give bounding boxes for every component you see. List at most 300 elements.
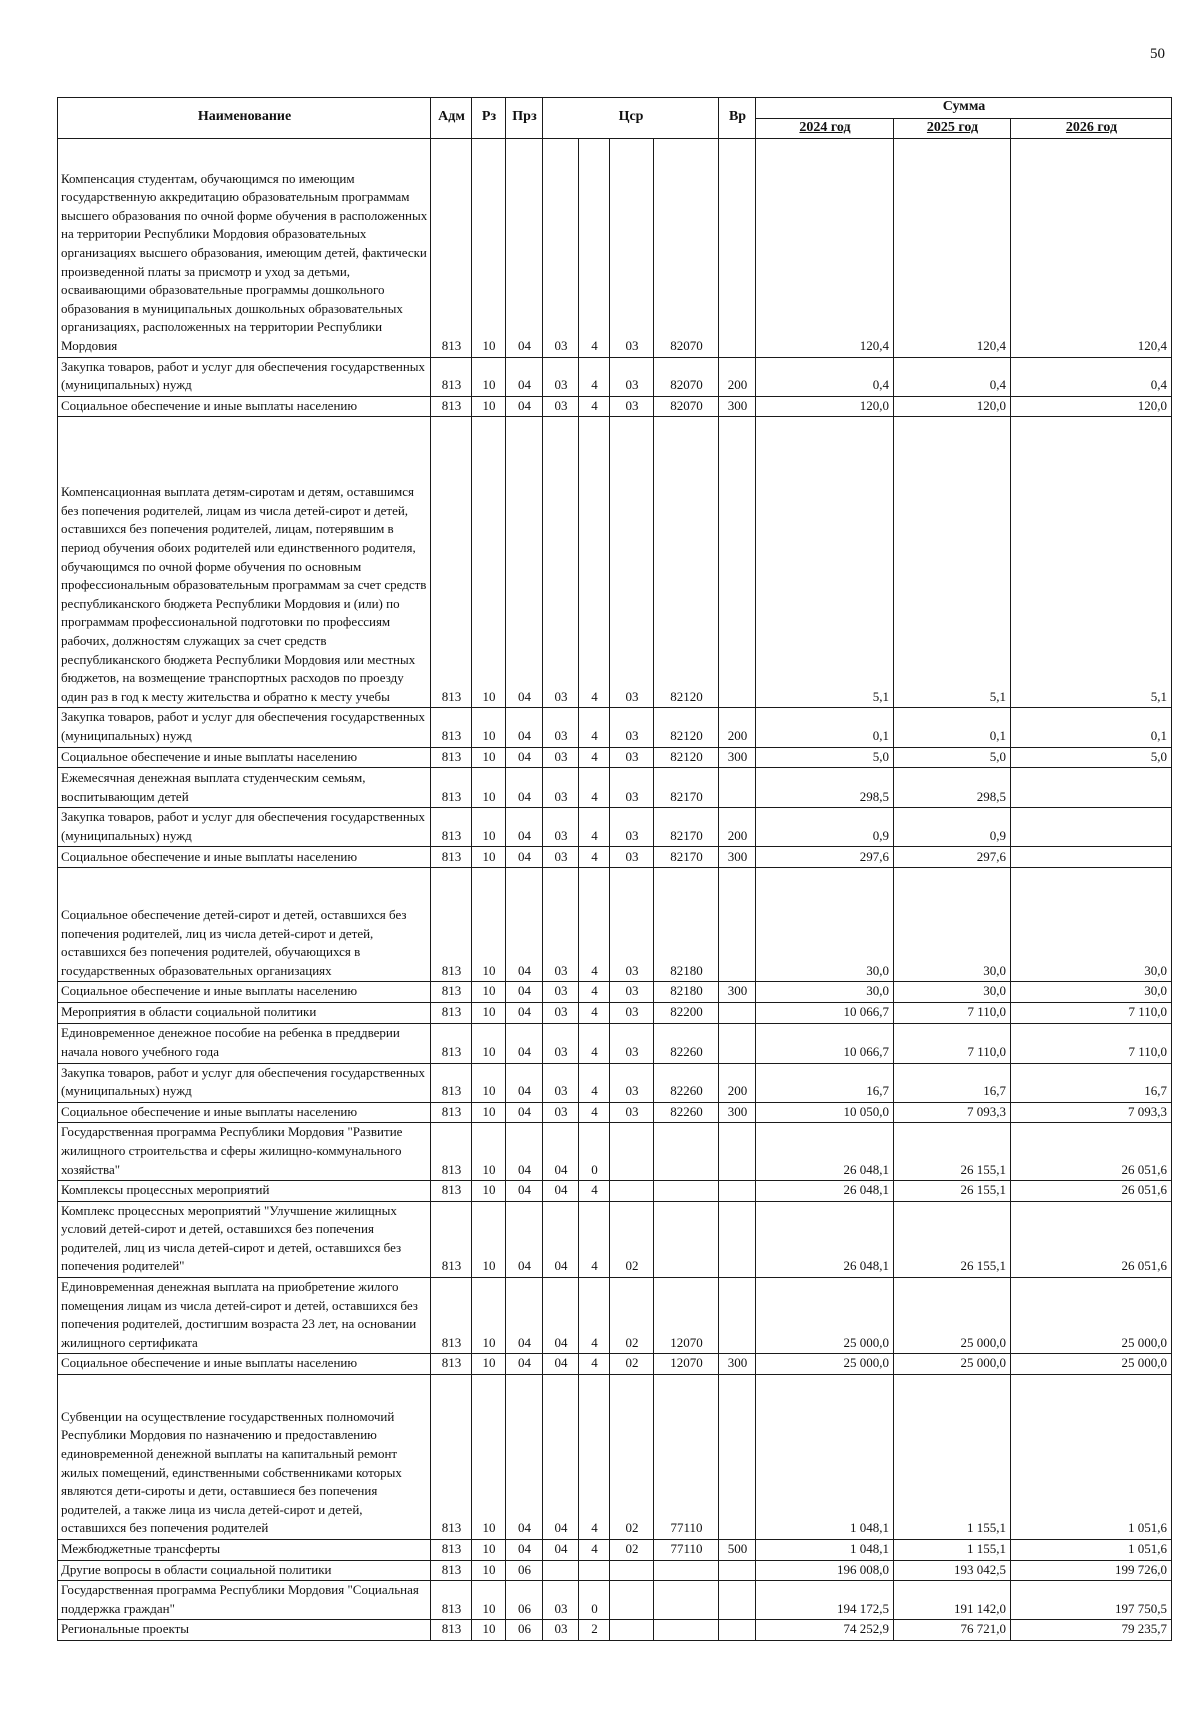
row-sum-2024: 26 048,1 bbox=[756, 1123, 894, 1181]
row-rz: 10 bbox=[472, 1581, 506, 1620]
row-rz: 10 bbox=[472, 1181, 506, 1202]
row-csr-complex: 03 bbox=[610, 1102, 654, 1123]
row-prz: 04 bbox=[506, 1002, 543, 1023]
row-csr-direction: 77110 bbox=[654, 1540, 719, 1561]
row-csr-program: 03 bbox=[543, 138, 579, 357]
row-sum-2025: 26 155,1 bbox=[894, 1201, 1011, 1277]
row-vr bbox=[719, 1002, 756, 1023]
row-rz: 10 bbox=[472, 1354, 506, 1375]
row-csr-complex bbox=[610, 1560, 654, 1581]
row-rz: 10 bbox=[472, 1375, 506, 1540]
row-csr-type: 4 bbox=[579, 1002, 610, 1023]
row-csr-program: 03 bbox=[543, 708, 579, 747]
row-csr-direction: 12070 bbox=[654, 1278, 719, 1354]
row-rz: 10 bbox=[472, 1063, 506, 1102]
row-rz: 10 bbox=[472, 1620, 506, 1641]
row-sum-2024: 30,0 bbox=[756, 868, 894, 982]
row-csr-complex: 02 bbox=[610, 1375, 654, 1540]
row-adm: 813 bbox=[431, 868, 472, 982]
row-csr-complex: 02 bbox=[610, 1354, 654, 1375]
row-vr: 300 bbox=[719, 747, 756, 768]
row-vr bbox=[719, 138, 756, 357]
row-csr-program: 03 bbox=[543, 1581, 579, 1620]
row-prz: 04 bbox=[506, 417, 543, 708]
row-csr-type: 4 bbox=[579, 1023, 610, 1063]
row-name: Субвенции на осуществление государственных полномочий Республики Мордовия по назначению и предоставлению единовременной денежной выплаты на капитальный ремонт жилых помещений, единственными собственниками которых являются дети-сироты и дети, оставшиеся без попечения родителей, а также лица из числа детей-сирот и детей, оставшихся без попечения родителей bbox=[58, 1375, 431, 1540]
row-sum-2025: 30,0 bbox=[894, 868, 1011, 982]
row-csr-complex: 03 bbox=[610, 396, 654, 417]
row-sum-2026: 26 051,6 bbox=[1011, 1123, 1172, 1181]
row-adm: 813 bbox=[431, 1063, 472, 1102]
row-prz: 04 bbox=[506, 1181, 543, 1202]
row-prz: 04 bbox=[506, 868, 543, 982]
row-vr: 300 bbox=[719, 1102, 756, 1123]
row-sum-2024: 25 000,0 bbox=[756, 1278, 894, 1354]
header-2025: 2025 год bbox=[894, 118, 1011, 138]
row-csr-program: 03 bbox=[543, 1023, 579, 1063]
table-row bbox=[58, 1354, 1172, 1375]
row-prz: 04 bbox=[506, 1123, 543, 1181]
row-sum-2025: 1 155,1 bbox=[894, 1375, 1011, 1540]
header-2024: 2024 год bbox=[756, 118, 894, 138]
header-rz: Рз bbox=[472, 98, 506, 139]
row-csr-program: 04 bbox=[543, 1540, 579, 1561]
row-csr-direction: 82120 bbox=[654, 747, 719, 768]
header-csr: Цср bbox=[543, 98, 719, 139]
row-csr-direction: 82120 bbox=[654, 417, 719, 708]
row-rz: 10 bbox=[472, 1201, 506, 1277]
row-sum-2026: 30,0 bbox=[1011, 982, 1172, 1003]
row-sum-2025: 25 000,0 bbox=[894, 1354, 1011, 1375]
row-sum-2025: 191 142,0 bbox=[894, 1581, 1011, 1620]
row-sum-2026: 5,0 bbox=[1011, 747, 1172, 768]
row-csr-program: 04 bbox=[543, 1181, 579, 1202]
row-sum-2026: 16,7 bbox=[1011, 1063, 1172, 1102]
row-sum-2025: 7 110,0 bbox=[894, 1023, 1011, 1063]
row-adm: 813 bbox=[431, 1278, 472, 1354]
row-csr-program: 04 bbox=[543, 1123, 579, 1181]
row-sum-2026: 120,0 bbox=[1011, 396, 1172, 417]
row-sum-2025: 298,5 bbox=[894, 768, 1011, 808]
row-csr-complex: 03 bbox=[610, 768, 654, 808]
row-rz: 10 bbox=[472, 138, 506, 357]
row-adm: 813 bbox=[431, 417, 472, 708]
row-vr bbox=[719, 417, 756, 708]
row-adm: 813 bbox=[431, 1102, 472, 1123]
row-prz: 06 bbox=[506, 1560, 543, 1581]
row-adm: 813 bbox=[431, 768, 472, 808]
row-name: Закупка товаров, работ и услуг для обеспечения государственных (муниципальных) нужд bbox=[58, 708, 431, 747]
row-sum-2024: 10 066,7 bbox=[756, 1002, 894, 1023]
row-csr-program: 03 bbox=[543, 1002, 579, 1023]
row-sum-2024: 1 048,1 bbox=[756, 1540, 894, 1561]
row-sum-2026: 26 051,6 bbox=[1011, 1181, 1172, 1202]
row-sum-2025: 1 155,1 bbox=[894, 1540, 1011, 1561]
row-csr-direction: 82180 bbox=[654, 868, 719, 982]
row-name: Компенсационная выплата детям-сиротам и детям, оставшимся без попечения родителей, лицам из числа детей-сирот и детей, оставшихся без попечения родителей, лицам, потерявшим в период обучения обоих родителей или единственного родителя, обучающимся по очной форме обучения по основным профессиональным образовательным программам за счет средств республиканского бюджета Республики Мордовия и (или) по программам профессиональной подготовки по профессиям рабочих, должностям служащих за счет средств республиканского бюджета Республики Мордовия или местных бюджетов, на возмещение транспортных расходов по проезду один раз в год к месту жительства и обратно к месту учебы bbox=[58, 417, 431, 708]
table-row bbox=[58, 868, 1172, 982]
row-name: Социальное обеспечение и иные выплаты населению bbox=[58, 1354, 431, 1375]
row-sum-2025: 26 155,1 bbox=[894, 1123, 1011, 1181]
page-number: 50 bbox=[1150, 46, 1165, 62]
table-row bbox=[58, 1620, 1172, 1641]
row-csr-complex: 02 bbox=[610, 1201, 654, 1277]
row-csr-complex: 02 bbox=[610, 1278, 654, 1354]
row-rz: 10 bbox=[472, 396, 506, 417]
row-name: Социальное обеспечение и иные выплаты населению bbox=[58, 847, 431, 868]
table-row bbox=[58, 357, 1172, 396]
row-prz: 04 bbox=[506, 1102, 543, 1123]
row-sum-2025: 120,4 bbox=[894, 138, 1011, 357]
row-adm: 813 bbox=[431, 847, 472, 868]
row-prz: 04 bbox=[506, 768, 543, 808]
row-prz: 04 bbox=[506, 396, 543, 417]
row-name: Социальное обеспечение и иные выплаты населению bbox=[58, 982, 431, 1003]
row-name: Закупка товаров, работ и услуг для обеспечения государственных (муниципальных) нужд bbox=[58, 357, 431, 396]
row-adm: 813 bbox=[431, 708, 472, 747]
row-csr-direction: 82170 bbox=[654, 808, 719, 847]
row-csr-complex bbox=[610, 1620, 654, 1641]
row-adm: 813 bbox=[431, 1002, 472, 1023]
row-csr-direction bbox=[654, 1181, 719, 1202]
header-sum: Сумма bbox=[756, 98, 1172, 119]
row-csr-program: 03 bbox=[543, 868, 579, 982]
row-sum-2024: 5,0 bbox=[756, 747, 894, 768]
budget-table bbox=[57, 97, 1172, 1641]
row-adm: 813 bbox=[431, 1560, 472, 1581]
row-csr-direction bbox=[654, 1581, 719, 1620]
table-row bbox=[58, 847, 1172, 868]
row-rz: 10 bbox=[472, 847, 506, 868]
row-csr-type: 4 bbox=[579, 1540, 610, 1561]
row-csr-complex bbox=[610, 1123, 654, 1181]
table-row bbox=[58, 1023, 1172, 1063]
row-csr-type: 4 bbox=[579, 808, 610, 847]
row-sum-2024: 196 008,0 bbox=[756, 1560, 894, 1581]
row-sum-2025: 0,9 bbox=[894, 808, 1011, 847]
row-sum-2024: 10 050,0 bbox=[756, 1102, 894, 1123]
row-sum-2026: 0,4 bbox=[1011, 357, 1172, 396]
row-sum-2025: 7 110,0 bbox=[894, 1002, 1011, 1023]
row-vr bbox=[719, 1181, 756, 1202]
row-adm: 813 bbox=[431, 1181, 472, 1202]
row-vr bbox=[719, 868, 756, 982]
row-csr-program bbox=[543, 1560, 579, 1581]
row-sum-2026: 1 051,6 bbox=[1011, 1375, 1172, 1540]
row-prz: 04 bbox=[506, 1023, 543, 1063]
row-csr-complex: 03 bbox=[610, 868, 654, 982]
row-csr-direction bbox=[654, 1560, 719, 1581]
row-name: Ежемесячная денежная выплата студенческим семьям, воспитывающим детей bbox=[58, 768, 431, 808]
row-csr-program: 03 bbox=[543, 808, 579, 847]
table-row bbox=[58, 1063, 1172, 1102]
row-csr-type: 4 bbox=[579, 982, 610, 1003]
row-csr-direction: 82180 bbox=[654, 982, 719, 1003]
row-sum-2025: 26 155,1 bbox=[894, 1181, 1011, 1202]
row-vr: 200 bbox=[719, 1063, 756, 1102]
row-csr-direction: 82170 bbox=[654, 768, 719, 808]
row-csr-complex: 03 bbox=[610, 747, 654, 768]
table-row bbox=[58, 1181, 1172, 1202]
row-csr-direction: 82260 bbox=[654, 1023, 719, 1063]
row-prz: 06 bbox=[506, 1620, 543, 1641]
header-2026: 2026 год bbox=[1011, 118, 1172, 138]
row-sum-2024: 0,4 bbox=[756, 357, 894, 396]
row-csr-direction bbox=[654, 1620, 719, 1641]
row-csr-program: 03 bbox=[543, 417, 579, 708]
row-rz: 10 bbox=[472, 868, 506, 982]
row-sum-2024: 26 048,1 bbox=[756, 1181, 894, 1202]
row-sum-2024: 120,0 bbox=[756, 396, 894, 417]
row-sum-2026: 7 110,0 bbox=[1011, 1002, 1172, 1023]
row-sum-2025: 193 042,5 bbox=[894, 1560, 1011, 1581]
row-csr-type: 4 bbox=[579, 747, 610, 768]
row-name: Социальное обеспечение и иные выплаты населению bbox=[58, 396, 431, 417]
row-sum-2024: 16,7 bbox=[756, 1063, 894, 1102]
row-vr bbox=[719, 1560, 756, 1581]
table-row bbox=[58, 808, 1172, 847]
row-vr bbox=[719, 1581, 756, 1620]
row-prz: 04 bbox=[506, 982, 543, 1003]
row-sum-2026: 199 726,0 bbox=[1011, 1560, 1172, 1581]
row-csr-direction bbox=[654, 1201, 719, 1277]
row-vr bbox=[719, 768, 756, 808]
row-prz: 04 bbox=[506, 1278, 543, 1354]
row-adm: 813 bbox=[431, 357, 472, 396]
table-row bbox=[58, 1002, 1172, 1023]
row-csr-type: 4 bbox=[579, 847, 610, 868]
row-sum-2024: 5,1 bbox=[756, 417, 894, 708]
row-rz: 10 bbox=[472, 1560, 506, 1581]
row-csr-type: 4 bbox=[579, 1102, 610, 1123]
row-csr-complex: 02 bbox=[610, 1540, 654, 1561]
row-csr-complex: 03 bbox=[610, 982, 654, 1003]
row-csr-complex: 03 bbox=[610, 417, 654, 708]
row-csr-program: 03 bbox=[543, 982, 579, 1003]
row-sum-2026: 30,0 bbox=[1011, 868, 1172, 982]
table-row bbox=[58, 1540, 1172, 1561]
row-csr-type: 4 bbox=[579, 1201, 610, 1277]
row-csr-direction: 82170 bbox=[654, 847, 719, 868]
row-sum-2024: 0,9 bbox=[756, 808, 894, 847]
row-csr-type: 4 bbox=[579, 138, 610, 357]
row-sum-2025: 76 721,0 bbox=[894, 1620, 1011, 1641]
row-csr-complex: 03 bbox=[610, 1063, 654, 1102]
row-csr-type: 4 bbox=[579, 1354, 610, 1375]
row-sum-2024: 0,1 bbox=[756, 708, 894, 747]
table-row bbox=[58, 1201, 1172, 1277]
header-prz: Прз bbox=[506, 98, 543, 139]
row-name: Государственная программа Республики Мордовия "Социальная поддержка граждан" bbox=[58, 1581, 431, 1620]
table-row bbox=[58, 138, 1172, 357]
row-csr-program: 03 bbox=[543, 1620, 579, 1641]
row-sum-2025: 297,6 bbox=[894, 847, 1011, 868]
table-row bbox=[58, 1123, 1172, 1181]
row-adm: 813 bbox=[431, 396, 472, 417]
row-name: Региональные проекты bbox=[58, 1620, 431, 1641]
row-sum-2026: 0,1 bbox=[1011, 708, 1172, 747]
row-csr-direction: 82120 bbox=[654, 708, 719, 747]
row-sum-2024: 25 000,0 bbox=[756, 1354, 894, 1375]
row-sum-2026 bbox=[1011, 808, 1172, 847]
row-name: Социальное обеспечение и иные выплаты населению bbox=[58, 1102, 431, 1123]
row-csr-program: 03 bbox=[543, 747, 579, 768]
row-csr-complex: 03 bbox=[610, 357, 654, 396]
row-csr-type: 4 bbox=[579, 868, 610, 982]
row-csr-type: 4 bbox=[579, 1181, 610, 1202]
header-adm: Адм bbox=[431, 98, 472, 139]
row-sum-2026: 5,1 bbox=[1011, 417, 1172, 708]
row-vr: 300 bbox=[719, 396, 756, 417]
row-csr-program: 03 bbox=[543, 396, 579, 417]
row-sum-2025: 25 000,0 bbox=[894, 1278, 1011, 1354]
row-vr bbox=[719, 1620, 756, 1641]
row-adm: 813 bbox=[431, 1620, 472, 1641]
row-prz: 04 bbox=[506, 1063, 543, 1102]
table-row bbox=[58, 1581, 1172, 1620]
row-csr-type: 4 bbox=[579, 357, 610, 396]
row-csr-program: 03 bbox=[543, 1063, 579, 1102]
row-csr-complex: 03 bbox=[610, 1023, 654, 1063]
row-rz: 10 bbox=[472, 747, 506, 768]
row-rz: 10 bbox=[472, 417, 506, 708]
row-csr-type: 4 bbox=[579, 417, 610, 708]
row-csr-complex bbox=[610, 1181, 654, 1202]
row-csr-program: 03 bbox=[543, 357, 579, 396]
row-sum-2025: 120,0 bbox=[894, 396, 1011, 417]
row-adm: 813 bbox=[431, 1123, 472, 1181]
row-sum-2026: 25 000,0 bbox=[1011, 1278, 1172, 1354]
row-name: Закупка товаров, работ и услуг для обеспечения государственных (муниципальных) нужд bbox=[58, 808, 431, 847]
row-name: Закупка товаров, работ и услуг для обеспечения государственных (муниципальных) нужд bbox=[58, 1063, 431, 1102]
row-adm: 813 bbox=[431, 747, 472, 768]
row-csr-complex: 03 bbox=[610, 708, 654, 747]
row-sum-2025: 16,7 bbox=[894, 1063, 1011, 1102]
row-csr-program: 04 bbox=[543, 1354, 579, 1375]
row-name: Единовременное денежное пособие на ребенка в преддверии начала нового учебного года bbox=[58, 1023, 431, 1063]
row-sum-2024: 26 048,1 bbox=[756, 1201, 894, 1277]
row-rz: 10 bbox=[472, 708, 506, 747]
row-name: Комплекс процессных мероприятий "Улучшение жилищных условий детей-сирот и детей, оставшихся без попечения родителей, лиц из числа детей-сирот и детей, оставшихся без попечения родителей" bbox=[58, 1201, 431, 1277]
row-name: Мероприятия в области социальной политики bbox=[58, 1002, 431, 1023]
table-row bbox=[58, 982, 1172, 1003]
row-vr: 200 bbox=[719, 357, 756, 396]
table-row bbox=[58, 1278, 1172, 1354]
row-csr-complex bbox=[610, 1581, 654, 1620]
row-csr-direction: 12070 bbox=[654, 1354, 719, 1375]
row-prz: 04 bbox=[506, 1201, 543, 1277]
row-rz: 10 bbox=[472, 1023, 506, 1063]
row-sum-2025: 7 093,3 bbox=[894, 1102, 1011, 1123]
row-csr-type: 4 bbox=[579, 1375, 610, 1540]
row-vr bbox=[719, 1023, 756, 1063]
row-sum-2025: 30,0 bbox=[894, 982, 1011, 1003]
row-csr-type: 4 bbox=[579, 1063, 610, 1102]
row-vr bbox=[719, 1375, 756, 1540]
row-csr-program: 04 bbox=[543, 1201, 579, 1277]
table-row bbox=[58, 417, 1172, 708]
row-csr-direction: 82070 bbox=[654, 138, 719, 357]
row-adm: 813 bbox=[431, 1023, 472, 1063]
row-csr-program: 04 bbox=[543, 1375, 579, 1540]
row-adm: 813 bbox=[431, 808, 472, 847]
row-sum-2026: 79 235,7 bbox=[1011, 1620, 1172, 1641]
table-row bbox=[58, 747, 1172, 768]
row-adm: 813 bbox=[431, 138, 472, 357]
row-sum-2026: 120,4 bbox=[1011, 138, 1172, 357]
row-sum-2024: 298,5 bbox=[756, 768, 894, 808]
row-csr-direction bbox=[654, 1123, 719, 1181]
row-rz: 10 bbox=[472, 1278, 506, 1354]
table-body bbox=[58, 138, 1172, 1640]
row-rz: 10 bbox=[472, 768, 506, 808]
row-sum-2026: 7 093,3 bbox=[1011, 1102, 1172, 1123]
row-rz: 10 bbox=[472, 808, 506, 847]
row-sum-2025: 0,4 bbox=[894, 357, 1011, 396]
row-csr-complex: 03 bbox=[610, 847, 654, 868]
row-vr: 300 bbox=[719, 847, 756, 868]
row-adm: 813 bbox=[431, 1201, 472, 1277]
row-sum-2024: 297,6 bbox=[756, 847, 894, 868]
header-name: Наименование bbox=[58, 98, 431, 139]
row-rz: 10 bbox=[472, 1002, 506, 1023]
row-rz: 10 bbox=[472, 1540, 506, 1561]
row-adm: 813 bbox=[431, 1375, 472, 1540]
row-csr-direction: 82200 bbox=[654, 1002, 719, 1023]
row-vr bbox=[719, 1123, 756, 1181]
row-csr-type: 4 bbox=[579, 768, 610, 808]
row-name: Государственная программа Республики Мордовия "Развитие жилищного строительства и сферы жилищно-коммунального хозяйства" bbox=[58, 1123, 431, 1181]
row-sum-2026: 26 051,6 bbox=[1011, 1201, 1172, 1277]
row-rz: 10 bbox=[472, 1102, 506, 1123]
row-csr-type bbox=[579, 1560, 610, 1581]
table-row bbox=[58, 708, 1172, 747]
row-sum-2024: 10 066,7 bbox=[756, 1023, 894, 1063]
table-row bbox=[58, 1560, 1172, 1581]
row-adm: 813 bbox=[431, 982, 472, 1003]
row-sum-2026: 7 110,0 bbox=[1011, 1023, 1172, 1063]
row-csr-type: 4 bbox=[579, 396, 610, 417]
row-prz: 04 bbox=[506, 357, 543, 396]
row-csr-program: 04 bbox=[543, 1278, 579, 1354]
row-vr: 500 bbox=[719, 1540, 756, 1561]
row-sum-2024: 194 172,5 bbox=[756, 1581, 894, 1620]
row-vr bbox=[719, 1201, 756, 1277]
table-row bbox=[58, 1102, 1172, 1123]
row-prz: 04 bbox=[506, 808, 543, 847]
row-csr-type: 4 bbox=[579, 1278, 610, 1354]
row-vr: 200 bbox=[719, 808, 756, 847]
row-sum-2024: 74 252,9 bbox=[756, 1620, 894, 1641]
row-csr-program: 03 bbox=[543, 847, 579, 868]
row-prz: 04 bbox=[506, 138, 543, 357]
header-vr: Вр bbox=[719, 98, 756, 139]
row-vr: 300 bbox=[719, 982, 756, 1003]
row-sum-2026 bbox=[1011, 847, 1172, 868]
row-prz: 04 bbox=[506, 1375, 543, 1540]
row-prz: 04 bbox=[506, 1354, 543, 1375]
row-csr-type: 2 bbox=[579, 1620, 610, 1641]
row-name: Компенсация студентам, обучающимся по имеющим государственную аккредитацию образовательным программам высшего образования по очной форме обучения в расположенных на территории Республики Мордовия образовательных организациях высшего образования, имеющим детей, фактически произведенной платы за присмотр и уход за детьми, осваивающими образовательные программы дошкольного образования в муниципальных дошкольных образовательных организациях, расположенных на территории Республики Мордовия bbox=[58, 138, 431, 357]
row-name: Комплексы процессных мероприятий bbox=[58, 1181, 431, 1202]
row-sum-2026: 197 750,5 bbox=[1011, 1581, 1172, 1620]
row-adm: 813 bbox=[431, 1354, 472, 1375]
row-prz: 04 bbox=[506, 708, 543, 747]
row-csr-direction: 82260 bbox=[654, 1102, 719, 1123]
table-row bbox=[58, 1375, 1172, 1540]
row-csr-program: 03 bbox=[543, 1102, 579, 1123]
row-prz: 04 bbox=[506, 747, 543, 768]
